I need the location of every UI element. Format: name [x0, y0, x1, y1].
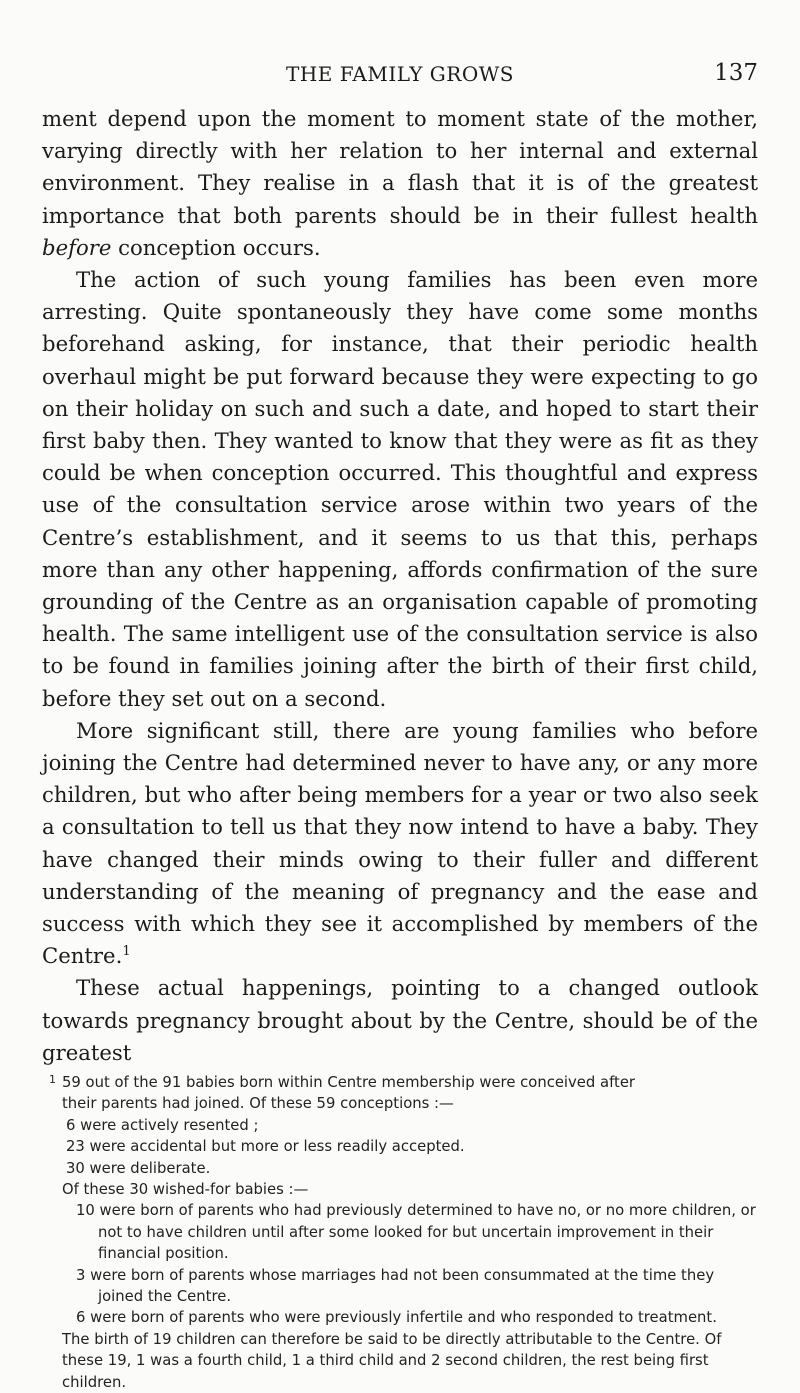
footnote-item-1: 6 were actively resented ;: [66, 1116, 259, 1134]
running-head: THE FAMILY GROWS: [286, 62, 514, 86]
footnote-intro-a: 59 out of the 91 babies born within Centre membership were conceived after: [62, 1074, 636, 1091]
paragraph-1-text-a: ment depend upon the moment to moment state of the mother, varying directly with her relation to her internal and external environment. They realise in a flash that it is of the greatest importance that both parents should be in their fullest health: [42, 106, 758, 228]
footnote-closing: The birth of 19 children can therefore be said to be directly attributable to the Centre. Of these 19, 1 was a fourth child, 1 a third child and 2 second children, the rest being first children.: [62, 1330, 722, 1391]
footnote-sub-item-3: 6 were born of parents who were previously infertile and who responded to treatment.: [76, 1309, 717, 1327]
footnote-intro-line-2: their parents had joined. Of these 59 conceptions :—: [62, 1095, 454, 1113]
footnote-sub-intro: Of these 30 wished-for babies :—: [62, 1181, 309, 1199]
footnote: [42, 1069, 758, 1393]
page-header: [0, 60, 800, 92]
paragraph-3: [42, 715, 758, 973]
paragraph-3-text: More significant still, there are young families who before joining the Centre had determined never to have any, or any more children, but who after being members for a year or two also seek a consultation to tell us that they now intend to have a baby. They have changed their minds owing to their fuller and different understanding of the meaning of pregnancy and the ease and success with which they see it accomplished by members of the Centre.: [42, 717, 758, 969]
paragraph-4: These actual happenings, pointing to a changed outlook towards pregnancy brought about by the Centre, should be of the greatest: [42, 975, 758, 1065]
paragraph-1-text-b: conception occurs.: [111, 234, 321, 260]
page-number: 137: [714, 60, 758, 86]
paragraph-1-emphasis: before: [42, 234, 112, 260]
footnote-item-3: 30 were deliberate.: [66, 1159, 211, 1177]
body-text: [42, 103, 758, 1069]
footnote-sub-item-1: 10 were born of parents who had previously determined to have no, or no more children, or not to have children until after some looked for but uncertain improvement in their financial position.: [76, 1202, 756, 1263]
footnote-reference[interactable]: 1: [122, 944, 131, 960]
paragraph-2: The action of such young families has been even more arresting. Quite spontaneously they have come some months beforehand asking, for instance, that their periodic health overhaul might be put forward because they were expecting to go on their holiday on such and such a date, and hoped to start their first baby then. They wanted to know that they were as fit as they could be when conception occurred. This thoughtful and express use of the consultation service arose within two years of the Centre’s establishment, and it seems to us that this, perhaps more than any other happening, affords confirmation of the sure grounding of the Centre as an organisation capable of promoting health. The same intelligent use of the consultation service is also to be found in families joining after the birth of their first child, before they set out on a second.: [42, 267, 758, 711]
footnote-item-2: 23 were accidental but more or less readily accepted.: [66, 1138, 465, 1156]
footnote-sub-item-2: 3 were born of parents whose marriages had not been consummated at the time they joined the Centre.: [76, 1266, 715, 1306]
footnote-mark: 1: [49, 1073, 56, 1086]
paragraph-1: [42, 103, 758, 264]
footnote-intro-line-1: [42, 1069, 758, 1093]
